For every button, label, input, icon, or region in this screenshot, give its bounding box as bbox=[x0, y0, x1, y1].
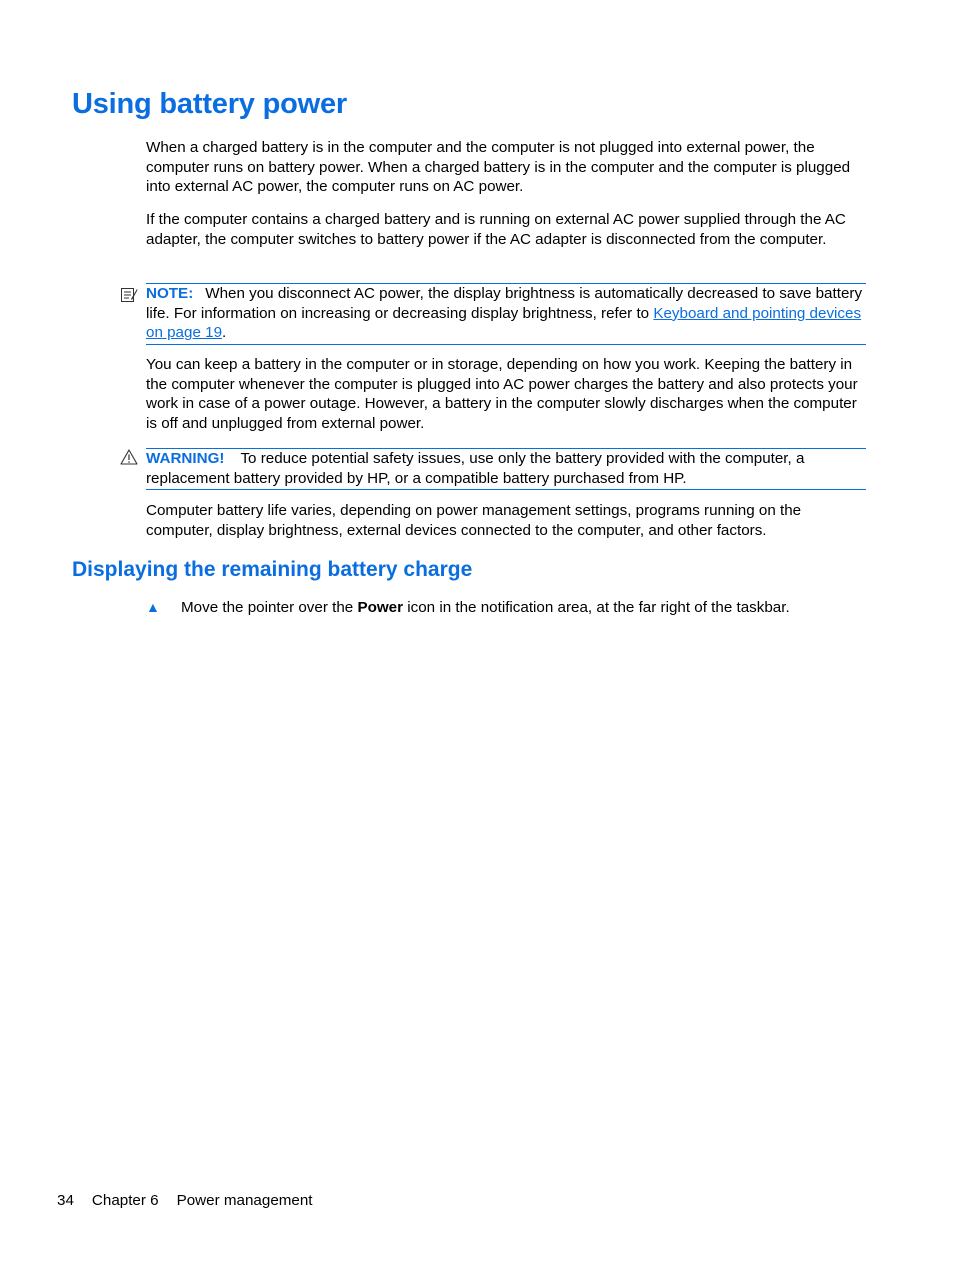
step-text-bold: Power bbox=[357, 599, 404, 616]
paragraph-battery-intro: When a charged battery is in the computer and the computer is not plugged into external power, the computer runs on battery power. When a charged battery is in the computer and the computer is plugged into external AC power, the computer runs on AC power. bbox=[146, 139, 851, 196]
paragraph-ac-adapter: If the computer contains a charged battery and is running on external AC power supplied through the AC adapter, the computer switches to battery power if the AC adapter is disconnected from the computer. bbox=[146, 211, 846, 248]
note-end: . bbox=[222, 324, 227, 342]
warning-callout bbox=[146, 448, 866, 490]
footer-chapter: Chapter 6 bbox=[91, 1192, 159, 1209]
page-footer bbox=[57, 1192, 313, 1209]
note-icon bbox=[120, 286, 138, 309]
step-text-before: Move the pointer over the bbox=[181, 599, 358, 616]
step-text-after: icon in the notification area, at the far right of the taskbar. bbox=[403, 599, 790, 616]
step-text bbox=[181, 598, 790, 618]
page-number: 34 bbox=[57, 1192, 74, 1209]
page-title: Using battery power bbox=[72, 88, 347, 120]
paragraph-keep-battery: You can keep a battery in the computer or in storage, depending on how you work. Keeping the battery in the computer whenever the computer is plugged into AC power charges the battery and also protects your work in case of a power outage. However, a battery in the computer slowly discharges when the computer is off and unplugged from external power. bbox=[146, 356, 858, 432]
note-callout bbox=[146, 283, 866, 345]
warning-label: WARNING! bbox=[146, 450, 225, 467]
warning-icon bbox=[120, 449, 138, 470]
triangle-bullet-icon: ▲ bbox=[146, 599, 160, 615]
paragraph-battery-life: Computer battery life varies, depending on power management settings, programs running on the computer, display brightness, external devices connected to the computer, and other factors. bbox=[146, 502, 802, 539]
keyboard-pointing-link[interactable]: Keyboard and pointing devices on page 19 bbox=[146, 304, 862, 342]
footer-chapter-title: Power management bbox=[176, 1192, 313, 1209]
section-heading: Displaying the remaining battery charge bbox=[72, 558, 473, 581]
note-text: When you disconnect AC power, the display brightness is automatically decreased to save battery life. For information on increasing or decreasing display brightness, refer to bbox=[146, 285, 863, 322]
warning-text: To reduce potential safety issues, use only the battery provided with the computer, a replacement battery provided by HP, or a compatible battery purchased from HP. bbox=[146, 450, 805, 487]
note-label: NOTE: bbox=[146, 285, 194, 302]
